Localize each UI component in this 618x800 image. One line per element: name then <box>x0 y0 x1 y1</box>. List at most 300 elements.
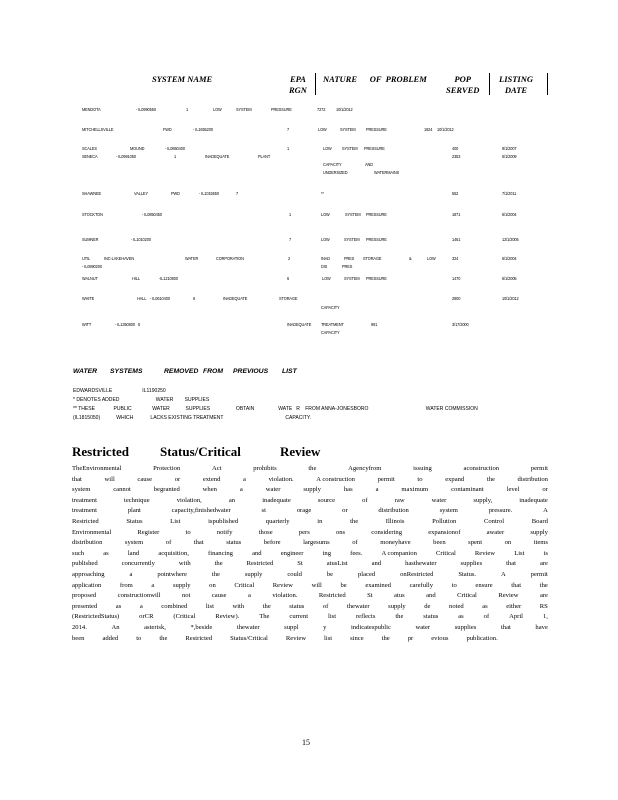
paragraph-word: list <box>205 602 214 610</box>
text-fragment: WATE <box>278 406 293 412</box>
table-cell: 1 <box>289 212 292 217</box>
table-cell: DIS <box>321 264 328 269</box>
paragraph-line <box>72 464 548 475</box>
text-fragment: SYSTEMS <box>110 368 143 375</box>
paragraph-word: to <box>136 634 142 642</box>
paragraph-word: Protection <box>153 465 181 472</box>
table-cell: WHITE <box>82 296 95 301</box>
paragraph-word: will <box>311 581 322 589</box>
paragraph-word: technique <box>123 496 150 504</box>
text-fragment: Status/Critical <box>160 444 241 459</box>
table-cell: INADEQUATE <box>223 296 248 301</box>
paragraph-word: is <box>543 549 548 557</box>
paragraph-word: that <box>193 539 204 547</box>
table-cell: SCALES <box>82 146 97 151</box>
paragraph-line <box>72 528 548 539</box>
paragraph-word: thewater <box>236 623 260 631</box>
table-cell: LOW <box>213 107 222 112</box>
paragraph-word: acquisition, <box>158 549 189 557</box>
table-cell: HALL <box>137 296 147 301</box>
paragraph-word: Act <box>211 465 222 472</box>
paragraph-word: inadequate <box>519 496 548 504</box>
paragraph-word: suppl <box>284 623 299 631</box>
text-fragment: FROM <box>203 368 224 375</box>
paragraph-word: supply <box>530 528 548 536</box>
paragraph-line <box>72 496 548 507</box>
paragraph-word: Restricted <box>318 592 346 600</box>
paragraph-word: of <box>483 613 490 621</box>
paragraph-word: that <box>72 475 82 483</box>
paragraph-word: Illinois <box>385 517 405 525</box>
header-system-name: SYSTEM NAME <box>152 74 213 84</box>
paragraph-word: financing <box>208 549 233 557</box>
text-fragment: SUPPLIES <box>184 397 210 403</box>
table-cell: - IL0850400 <box>165 146 185 151</box>
paragraph-word: that <box>511 581 522 589</box>
paragraph-word: cause <box>137 475 153 483</box>
paragraph-word: de <box>424 602 431 610</box>
paragraph-line <box>72 517 548 528</box>
text-fragment: ** THESE <box>73 406 96 412</box>
paragraph-word: presented <box>72 602 98 610</box>
paragraph-word: treatment <box>72 496 97 504</box>
paragraph-word: added <box>102 634 119 642</box>
table-cell: - IL1350800 <box>115 322 135 327</box>
paragraph-line <box>72 475 548 486</box>
table-cell: PWD <box>171 191 180 196</box>
paragraph-word: 2014. <box>72 623 87 631</box>
paragraph-word: RS <box>539 602 548 610</box>
paragraph-word: not <box>181 592 191 600</box>
paragraph-word: Review). <box>215 613 240 621</box>
table-cell: 6/1/2004 <box>502 212 517 217</box>
table-cell: PRES <box>342 264 353 269</box>
paragraph-word: a <box>151 581 155 589</box>
table-cell: 10/1/2012 <box>437 127 454 132</box>
paragraph-word: of <box>322 602 329 610</box>
paragraph-word: issuing <box>413 465 432 472</box>
paragraph-word: those <box>258 528 273 536</box>
table-cell: 10/1/2012 <box>502 296 519 301</box>
paragraph-word: to <box>451 581 457 589</box>
paragraph-word: could <box>287 570 302 578</box>
paragraph-word: Restricted <box>246 560 274 568</box>
text-fragment: PREVIOUS <box>233 368 269 375</box>
table-cell: PRESSURE <box>366 276 387 281</box>
paragraph-word: distribution <box>72 539 103 547</box>
paragraph-word: maximum <box>401 486 429 494</box>
text-fragment: WATER <box>152 406 170 412</box>
paragraph-word: water <box>415 623 431 631</box>
body-paragraph <box>72 464 548 644</box>
paragraph-word: on <box>504 539 512 547</box>
paragraph-line <box>72 485 548 496</box>
paragraph-line <box>72 623 548 634</box>
paragraph-word: and <box>371 560 382 568</box>
table-cell: 1461 <box>452 237 461 242</box>
table-cell: UNDERSIZED <box>323 170 348 175</box>
paragraph-word: Control <box>483 517 505 525</box>
table-cell: - IL0991050 <box>116 154 136 159</box>
paragraph-word: water <box>431 496 447 504</box>
table-cell: CAPACITY <box>321 330 340 335</box>
paragraph-word: orCR <box>139 613 154 621</box>
column-divider <box>547 73 548 95</box>
paragraph-word: List <box>170 517 181 525</box>
paragraph-word: contaminant <box>451 486 484 494</box>
paragraph-word: St <box>367 592 373 600</box>
table-cell: PLANT <box>258 154 271 159</box>
paragraph-word: and <box>426 592 436 600</box>
paragraph-word: been <box>433 539 446 547</box>
paragraph-word: source <box>317 496 336 504</box>
paragraph-word: water <box>265 486 281 494</box>
table-cell: 6/1/2009 <box>502 154 517 159</box>
table-cell: PRESSURE <box>366 127 387 132</box>
paragraph-word: capacity,finishedwater <box>171 507 231 515</box>
paragraph-word: treatment <box>72 507 97 515</box>
paragraph-word: cannot <box>113 486 131 494</box>
paragraph-word: proposed <box>72 592 97 600</box>
paragraph-word: with <box>232 602 245 610</box>
table-cell: WATER <box>185 256 199 261</box>
text-fragment: EDWARDSVILLE <box>73 388 113 394</box>
table-cell: 324 <box>452 256 459 261</box>
paragraph-word: prohibits <box>253 465 277 472</box>
paragraph-word: onRestricted <box>400 570 434 578</box>
paragraph-word: moneyhave <box>380 539 411 547</box>
paragraph-word: published <box>72 560 98 568</box>
table-cell: - IL1015550 <box>199 191 219 196</box>
table-cell: 991 <box>371 322 378 327</box>
table-cell: LOW <box>318 127 327 132</box>
table-cell: - IL0850450 <box>142 212 162 217</box>
paragraph-word: of <box>352 539 358 547</box>
paragraph-word: are <box>539 560 548 568</box>
text-fragment: WHICH <box>116 415 134 421</box>
paragraph-word: the <box>381 634 390 642</box>
table-cell: STORAGE <box>363 256 382 261</box>
table-cell: 12/1/2005 <box>502 237 519 242</box>
text-fragment: FROM ANNA-JONESBORO <box>305 406 369 412</box>
paragraph-line <box>72 581 548 592</box>
paragraph-word: pers <box>298 528 310 536</box>
paragraph-word: supplies <box>460 560 483 568</box>
paragraph-word: Status. <box>458 570 477 578</box>
paragraph-word: aconstruction <box>463 465 500 472</box>
paragraph-word: violation. <box>272 592 298 600</box>
paragraph-word: of <box>362 496 368 504</box>
paragraph-word: cause <box>211 592 227 600</box>
paragraph-word: A <box>500 570 506 578</box>
paragraph-word: asterisk, <box>144 623 166 631</box>
paragraph-line <box>72 591 548 602</box>
table-cell: SENECA <box>82 154 98 159</box>
paragraph-word: supply <box>388 602 406 610</box>
paragraph-word: when <box>202 486 217 494</box>
paragraph-word: Environmental <box>72 528 112 536</box>
column-divider <box>315 73 316 95</box>
table-cell: PRESSURE <box>366 212 387 217</box>
paragraph-word: the <box>214 560 223 568</box>
paragraph-word: y <box>323 623 327 631</box>
text-fragment: IL1190250 <box>142 388 166 394</box>
paragraph-word: system <box>124 539 144 547</box>
paragraph-word: land <box>127 549 140 557</box>
paragraph-word: supplies <box>454 623 477 631</box>
paragraph-word: of <box>165 539 172 547</box>
paragraph-word: st <box>261 507 266 515</box>
paragraph-word: before <box>263 539 281 547</box>
paragraph-word: constructionwill <box>117 592 161 600</box>
paragraph-word: to <box>185 528 191 536</box>
table-cell: AND <box>365 162 373 167</box>
table-cell: 2 <box>288 256 291 261</box>
paragraph-word: publication. <box>466 634 498 642</box>
text-fragment: WATER <box>155 397 174 403</box>
table-cell: FWD <box>163 127 172 132</box>
table-cell: LOW <box>323 146 332 151</box>
table-cell: LOW <box>427 256 436 261</box>
table-cell: 7 <box>289 237 292 242</box>
table-cell: 6 <box>287 276 290 281</box>
paragraph-word: current <box>289 613 309 621</box>
paragraph-word: approaching <box>72 570 105 578</box>
paragraph-word: largesums <box>303 539 330 547</box>
paragraph-word: ispublished <box>208 517 239 525</box>
paragraph-line <box>72 549 548 560</box>
paragraph-line <box>72 559 548 570</box>
table-cell: MENDOTA <box>82 107 101 112</box>
paragraph-word: been <box>72 634 85 642</box>
table-cell: WITT <box>82 322 92 327</box>
paragraph-word: violation, <box>176 496 202 504</box>
paragraph-word: the <box>262 602 271 610</box>
paragraph-word: engineer <box>280 549 304 557</box>
paragraph-word: supply <box>172 581 191 589</box>
text-fragment: Restricted <box>72 444 130 459</box>
table-cell: INADEQUATE <box>287 322 312 327</box>
table-cell: - IL0990550 <box>136 107 156 112</box>
table-cell: WATERMAINS <box>374 170 400 175</box>
table-cell: - IL0610400 <box>150 296 170 301</box>
table-cell: UTIL <box>82 256 91 261</box>
paragraph-word: a <box>139 602 143 610</box>
paragraph-word: List <box>514 549 525 557</box>
text-fragment: (IL1815050) <box>73 415 101 421</box>
table-cell: HILL <box>132 276 140 281</box>
table-cell: 9/1/2007 <box>502 146 517 151</box>
paragraph-word: level <box>506 486 520 494</box>
table-cell: - IL1655200 <box>193 127 213 132</box>
paragraph-word: a <box>375 486 379 494</box>
table-cell: CORPORATION <box>216 256 244 261</box>
paragraph-word: items <box>533 539 548 547</box>
paragraph-word: Register <box>137 528 160 536</box>
table-cell: VALLEY <box>134 191 148 196</box>
text-fragment: PUBLIC <box>113 406 132 412</box>
table-cell: 5 <box>138 322 141 327</box>
text-fragment: OBTAIN <box>235 406 255 412</box>
paragraph-word: Review <box>474 549 496 557</box>
table-cell: 1 <box>174 154 177 159</box>
paragraph-word: are <box>539 592 548 600</box>
paragraph-word: extend <box>202 475 221 483</box>
text-fragment: * DENOTES ADDED <box>73 397 120 403</box>
paragraph-word: noted <box>449 602 464 610</box>
table-cell: 6/1/2004 <box>502 256 517 261</box>
paragraph-word: either <box>506 602 522 610</box>
table-cell: INAD <box>321 256 330 261</box>
table-cell: 1470 <box>452 276 461 281</box>
table-cell: 1 <box>287 146 290 151</box>
table-cell: WALNUT <box>82 276 98 281</box>
paragraph-word: list <box>328 613 337 621</box>
paragraph-word: considering <box>371 528 403 536</box>
paragraph-line <box>72 602 548 613</box>
paragraph-word: thewater <box>346 602 370 610</box>
table-cell: PRESSURE <box>366 237 387 242</box>
paragraph-word: will <box>104 475 115 483</box>
paragraph-word: have <box>535 623 548 631</box>
paragraph-word: An <box>111 623 120 631</box>
paragraph-word: ons <box>335 528 346 536</box>
paragraph-line <box>72 612 548 623</box>
paragraph-word: spent <box>468 539 483 547</box>
paragraph-word: concurrently <box>121 560 155 568</box>
paragraph-word: plant <box>127 507 141 515</box>
paragraph-word: since <box>350 634 364 642</box>
table-cell: 7 <box>287 127 290 132</box>
paragraph-word: (RestrictedStatus) <box>72 613 120 621</box>
paragraph-word: Status <box>126 517 143 525</box>
table-cell: ** <box>321 191 324 196</box>
paragraph-line <box>72 506 548 517</box>
paragraph-word: the <box>395 613 404 621</box>
text-fragment: R <box>296 406 300 412</box>
table-cell: 400 <box>452 146 459 151</box>
paragraph-word: the <box>308 465 317 472</box>
paragraph-word: atus <box>394 592 405 600</box>
table-cell: SYSTEM <box>236 107 252 112</box>
table-cell: SYSTEM <box>345 212 361 217</box>
table-cell: 2800 <box>452 296 461 301</box>
table-cell: SHAWNEE <box>82 191 102 196</box>
paragraph-word: permit <box>377 475 395 483</box>
text-fragment: CAPACITY. <box>285 415 311 421</box>
paragraph-word: application <box>72 581 102 589</box>
table-cell: - IL1010200 <box>131 237 151 242</box>
paragraph-word: from <box>119 581 133 589</box>
paragraph-word: Review <box>272 581 293 589</box>
table-cell: 552 <box>452 191 459 196</box>
header-nature-of-problem: NATURE OF PROBLEM <box>323 74 427 84</box>
paragraph-word: status <box>289 602 305 610</box>
paragraph-word: begranted <box>153 486 180 494</box>
table-cell: PRESSURE <box>364 146 385 151</box>
paragraph-word: as <box>482 602 488 610</box>
paragraph-line <box>72 538 548 549</box>
paragraph-word: 1, <box>542 613 548 621</box>
table-cell: CAPACITY <box>323 162 342 167</box>
header-epa-rgn: EPA RGN <box>289 74 307 95</box>
paragraph-word: permit <box>530 465 548 472</box>
paragraph-word: the <box>539 581 548 589</box>
paragraph-word: expand <box>445 475 465 483</box>
paragraph-word: pr <box>407 634 414 642</box>
table-cell: TREATMENT <box>321 322 344 327</box>
page-number: 15 <box>302 738 310 747</box>
paragraph-word: raw <box>394 496 405 504</box>
paragraph-word: notify <box>216 528 233 536</box>
paragraph-word: as <box>103 549 109 557</box>
text-fragment: SUPPLIES <box>185 406 211 412</box>
text-fragment: LACKS EXISTING TREATMENT <box>150 415 224 421</box>
paragraph-word: or <box>342 507 348 515</box>
paragraph-word: Restricted <box>72 517 99 525</box>
paragraph-word: TheEnvironmental <box>72 465 122 472</box>
table-cell: -IL1210800 <box>159 276 178 281</box>
paragraph-word: Status/Critical <box>230 634 268 642</box>
paragraph-word: fees. <box>350 549 363 557</box>
table-cell: PRES <box>344 256 355 261</box>
paragraph-word: an <box>228 496 236 504</box>
text-fragment: LIST <box>282 368 297 375</box>
paragraph-word: or <box>174 475 181 483</box>
paragraph-word: atusList <box>326 560 348 568</box>
table-cell: LOW <box>321 237 330 242</box>
table-cell: SUMNER <box>82 237 99 242</box>
paragraph-line <box>72 570 548 581</box>
paragraph-word: supply <box>244 570 263 578</box>
paragraph-word: with <box>178 560 191 568</box>
paragraph-word: Pollution <box>432 517 457 525</box>
paragraph-word: distribution <box>517 475 548 483</box>
text-fragment: REMOVED <box>164 368 199 375</box>
table-cell: INADEQUATE <box>205 154 230 159</box>
paragraph-word: in <box>317 517 323 525</box>
paragraph-word: as <box>458 613 464 621</box>
paragraph-word: the <box>486 475 495 483</box>
paragraph-word: Critical <box>457 592 477 600</box>
table-cell: MITCHELLSVILLE <box>82 127 114 132</box>
header-pop-served: POP SERVED <box>446 74 480 95</box>
paragraph-word: the <box>159 634 168 642</box>
paragraph-word: a <box>239 486 243 494</box>
table-cell: 6/1/2005 <box>502 276 517 281</box>
table-cell: 7272 <box>317 107 326 112</box>
table-cell: LOW <box>322 276 331 281</box>
table-cell: 6 <box>193 296 196 301</box>
paragraph-word: April <box>509 613 524 621</box>
paragraph-word: or <box>542 486 548 494</box>
table-cell: 10/1/2012 <box>336 107 353 112</box>
paragraph-word: pressure. <box>488 507 513 515</box>
paragraph-word: the <box>350 517 359 525</box>
paragraph-word: Review <box>498 592 519 600</box>
paragraph-word: (Critical <box>173 613 196 621</box>
paragraph-word: permit <box>530 570 548 578</box>
paragraph-word: violation. <box>268 475 294 483</box>
header-listing-date: LISTING DATE <box>499 74 534 95</box>
paragraph-word: supply <box>303 486 321 494</box>
table-cell: SYSTEM <box>340 127 356 132</box>
table-cell: STOCKTON <box>82 212 103 217</box>
paragraph-word: be <box>340 581 347 589</box>
column-divider <box>489 73 490 95</box>
paragraph-word: be <box>326 570 334 578</box>
paragraph-word: expansionof <box>428 528 461 536</box>
